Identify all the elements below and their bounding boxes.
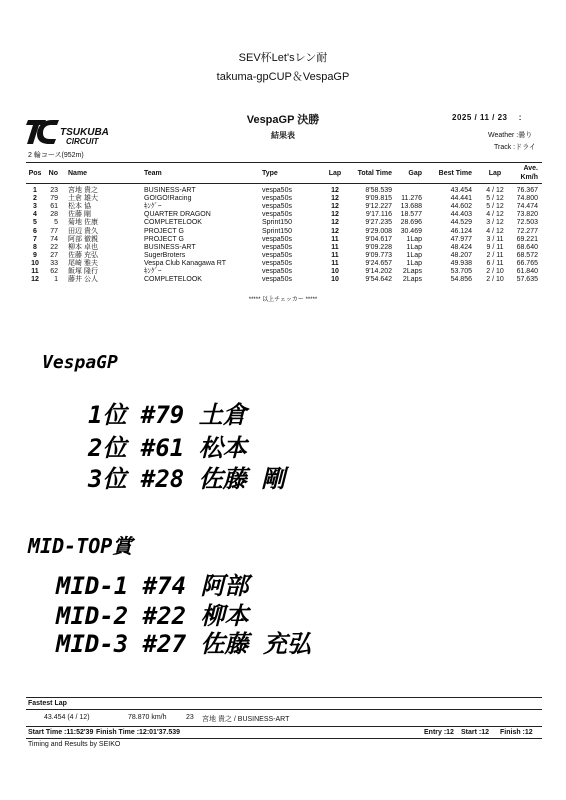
cell-pos: 1 [33, 187, 37, 194]
header-gap: Gap [408, 170, 422, 177]
cell-name: 佐藤 剛 [68, 211, 91, 219]
cell-lap: 11 [331, 259, 339, 267]
cell-total: 9'54.642 [365, 276, 392, 284]
table-row [0, 236, 566, 244]
cell-type: Sprint150 [262, 219, 292, 227]
cell-gap: 13.688 [400, 203, 422, 211]
cell-total: 9'14.202 [365, 268, 392, 275]
header-name: Name [68, 170, 88, 177]
cell-lap: 12 [331, 187, 339, 194]
timing-credit: Timing and Results by SEIKO [28, 741, 121, 748]
table-row [0, 187, 566, 195]
header-total-time: Total Time [357, 170, 392, 177]
cell-total: 9'24.657 [365, 259, 392, 267]
cell-pos: 11 [31, 268, 39, 275]
handwritten-title: VespaGP [42, 352, 118, 373]
cell-total: 9'29.008 [365, 227, 392, 235]
cell-total: 9'09.228 [365, 243, 392, 251]
cell-total: 9'27.235 [365, 219, 392, 227]
cell-team: ｷﾝｸﾞｰ [144, 203, 162, 211]
cell-team: Vespa Club Kanagawa RT [144, 259, 226, 267]
cell-lapat: 4 / 12 [486, 187, 504, 194]
cell-type: vespa50s [262, 235, 292, 243]
fastest-lap-number: 23 [186, 714, 194, 721]
cell-type: vespa50s [262, 203, 292, 211]
header-type: Type [262, 170, 278, 177]
cell-gap: 1Lap [406, 259, 422, 267]
course-label: 2 輪コース(952m) [28, 152, 84, 159]
cell-lap: 10 [331, 276, 339, 284]
finish-count: Finish :12 [500, 729, 533, 736]
cell-name: 飯塚 隆行 [68, 268, 98, 275]
cell-team: PROJECT G [144, 235, 184, 243]
cell-team: PROJECT G [144, 227, 184, 235]
table-row [0, 244, 566, 252]
cell-ave: 72.503 [516, 219, 538, 227]
cell-team: COMPLETELOOK [144, 219, 202, 227]
cell-best: 43.454 [450, 187, 472, 194]
cell-ave: 68.640 [516, 243, 538, 251]
cell-no: 79 [50, 195, 58, 203]
cell-lap: 10 [331, 268, 339, 275]
cell-pos: 6 [33, 227, 37, 235]
header-kmh: Km/h [520, 174, 538, 181]
event-subtitle: takuma-gpCUP＆VespaGP [216, 71, 350, 83]
cell-ave: 72.277 [516, 227, 538, 235]
cell-name: 柳本 卓也 [68, 243, 98, 251]
cell-lapat: 3 / 12 [486, 219, 504, 227]
cell-type: vespa50s [262, 251, 292, 259]
cell-lap: 11 [331, 243, 339, 251]
header-ave: Ave. [523, 165, 538, 172]
logo-line1: TSUKUBA [60, 127, 109, 138]
cell-no: 27 [50, 251, 58, 259]
cell-ave: 61.840 [516, 268, 538, 275]
cell-best: 48.424 [450, 243, 472, 251]
finish-time: Finish Time :12:01'37.539 [96, 729, 181, 736]
table-row [0, 228, 566, 236]
cell-no: 33 [50, 259, 58, 267]
table-row [0, 276, 566, 284]
cell-ave: 76.367 [516, 187, 538, 194]
header-best-time: Best Time [438, 170, 472, 177]
cell-total: 9'04.617 [365, 235, 392, 243]
cell-lapat: 4 / 12 [486, 211, 504, 219]
cell-type: vespa50s [262, 187, 292, 194]
cell-best: 44.529 [450, 219, 472, 227]
cell-lap: 11 [331, 235, 339, 243]
fastest-lap-rule [26, 709, 542, 710]
cell-ave: 74.800 [516, 195, 538, 203]
cell-best: 48.207 [450, 251, 472, 259]
cell-ave: 68.572 [516, 251, 538, 259]
times-bottom-rule [26, 738, 542, 739]
handwritten-result-2: 2位 #61 松本 [88, 434, 247, 462]
cell-team: COMPLETELOOK [144, 276, 202, 284]
track-condition: Track :ドライ [494, 144, 536, 151]
cell-best: 53.705 [450, 268, 472, 275]
cell-type: vespa50s [262, 268, 292, 275]
cell-pos: 10 [31, 259, 39, 267]
handwritten-result-1: 1位 #79 土倉 [88, 401, 247, 429]
start-time: Start Time :11:52'39 [28, 729, 94, 736]
cell-team: GO!GO!Racing [144, 195, 192, 203]
cell-team: BUSINESS-ART [144, 187, 196, 194]
checker-note: ***** 以上チェッカー ***** [248, 297, 318, 303]
cell-lap: 11 [331, 251, 339, 259]
cell-lap: 12 [331, 219, 339, 227]
table-row [0, 260, 566, 268]
cell-best: 49.938 [450, 259, 472, 267]
table-row [0, 203, 566, 211]
cell-pos: 4 [33, 211, 37, 219]
cell-type: vespa50s [262, 195, 292, 203]
cell-name: 菊地 佐康 [68, 219, 98, 227]
cell-gap: 18.577 [400, 211, 422, 219]
cell-lapat: 2 / 11 [486, 251, 504, 259]
header-pos: Pos [28, 170, 42, 177]
event-title: SEV杯Let'sレン耐 [238, 52, 328, 64]
cell-lap: 12 [331, 195, 339, 203]
cell-type: vespa50s [262, 243, 292, 251]
cell-name: 田辺 貴久 [68, 227, 98, 235]
header-team: Team [144, 170, 162, 177]
cell-best: 44.403 [450, 211, 472, 219]
cell-gap: 1Lap [406, 251, 422, 259]
cell-ave: 73.820 [516, 211, 538, 219]
cell-best: 54.856 [450, 276, 472, 284]
cell-total: 9'09.815 [365, 195, 392, 203]
start-count: Start :12 [461, 729, 490, 736]
cell-total: 8'58.539 [365, 187, 392, 194]
handwritten-result-3: 3位 #28 佐藤 剛 [88, 465, 286, 493]
cell-gap: 2Laps [402, 276, 422, 284]
cell-no: 61 [50, 203, 58, 211]
cell-type: vespa50s [262, 276, 292, 284]
cell-lapat: 9 / 11 [486, 243, 504, 251]
cell-total: 9'09.773 [365, 251, 392, 259]
cell-gap: 1Lap [406, 235, 422, 243]
cell-total: 9'17.116 [365, 211, 392, 219]
cell-pos: 12 [31, 276, 39, 284]
header-lap: Lap [328, 170, 342, 177]
cell-no: 62 [50, 268, 58, 275]
header-no: No [48, 170, 58, 177]
handwritten-mid-1: MID-1 #74 阿部 [56, 572, 249, 600]
cell-ave: 69.221 [516, 235, 538, 243]
fastest-lap-speed: 78.870 km/h [128, 714, 167, 721]
cell-name: 土倉 雄大 [68, 195, 98, 203]
cell-name: 阿部 徹親 [68, 235, 98, 243]
cell-lap: 12 [331, 211, 339, 219]
handwritten-mid-3: MID-3 #27 佐藤 充弘 [56, 630, 311, 658]
cell-name: 尾崎 雅夫 [68, 259, 98, 267]
cell-no: 74 [50, 235, 58, 243]
table-row [0, 195, 566, 203]
cell-lapat: 4 / 12 [486, 227, 504, 235]
cell-gap: 28.696 [400, 219, 422, 227]
cell-no: 22 [50, 243, 58, 251]
entry-count: Entry :12 [424, 729, 454, 736]
fastest-lap-driver: 宮地 貴之 / BUSINESS-ART [202, 716, 290, 723]
cell-gap: 30.469 [400, 227, 422, 235]
cell-lapat: 2 / 10 [486, 276, 504, 284]
cell-lapat: 5 / 12 [486, 203, 504, 211]
cell-no: 77 [50, 227, 58, 235]
cell-ave: 66.765 [516, 259, 538, 267]
cell-pos: 7 [33, 235, 37, 243]
cell-name: 宮地 貴之 [68, 187, 98, 194]
cell-team: BUSINESS-ART [144, 243, 196, 251]
table-header-rule [26, 183, 542, 184]
cell-no: 1 [54, 276, 58, 284]
cell-name: 松本 協 [68, 203, 91, 211]
cell-lapat: 5 / 12 [486, 195, 504, 203]
cell-pos: 2 [33, 195, 37, 203]
cell-best: 46.124 [450, 227, 472, 235]
cell-lapat: 2 / 10 [486, 268, 504, 275]
cell-team: ｷﾝｸﾞｰ [144, 268, 162, 275]
cell-lapat: 6 / 11 [486, 259, 504, 267]
footer-top-rule [26, 697, 542, 698]
cell-total: 9'12.227 [365, 203, 392, 211]
cell-lap: 12 [331, 227, 339, 235]
table-row [0, 219, 566, 227]
cell-gap: 11.276 [401, 195, 422, 203]
cell-lap: 12 [331, 203, 339, 211]
race-subtitle: 結果表 [271, 131, 295, 140]
cell-no: 28 [50, 211, 58, 219]
table-row [0, 268, 566, 276]
fastest-lap-time: 43.454 (4 / 12) [44, 714, 90, 721]
logo-line2: CIRCUIT [66, 137, 99, 146]
cell-pos: 3 [33, 203, 37, 211]
cell-gap: 1Lap [406, 243, 422, 251]
cell-team: SugerBroters [144, 251, 186, 259]
race-date: 2025 / 11 / 23 : [452, 113, 522, 122]
cell-type: vespa50s [262, 259, 292, 267]
cell-type: vespa50s [262, 211, 292, 219]
fastest-lap-label: Fastest Lap [28, 700, 67, 707]
table-top-rule [26, 162, 542, 163]
cell-ave: 57.635 [516, 276, 538, 284]
cell-ave: 74.474 [516, 203, 538, 211]
cell-best: 44.602 [450, 203, 472, 211]
cell-best: 44.441 [450, 195, 472, 203]
cell-pos: 8 [33, 243, 37, 251]
header-best-lap: Lap [488, 170, 502, 177]
handwritten-mid-title: MID-TOP賞 [28, 534, 133, 558]
cell-pos: 5 [33, 219, 37, 227]
times-top-rule [26, 726, 542, 727]
cell-name: 佐藤 充弘 [68, 251, 98, 259]
cell-no: 23 [50, 187, 58, 194]
table-header [0, 165, 566, 181]
cell-name: 藤井 公人 [68, 276, 98, 284]
handwritten-mid-2: MID-2 #22 柳本 [56, 602, 249, 630]
cell-best: 47.977 [450, 235, 472, 243]
race-title: VespaGP 決勝 [246, 114, 320, 126]
cell-no: 5 [54, 219, 58, 227]
cell-pos: 9 [33, 251, 37, 259]
cell-type: Sprint150 [262, 227, 292, 235]
cell-gap: 2Laps [402, 268, 422, 275]
cell-team: QUARTER DRAGON [144, 211, 211, 219]
cell-lapat: 3 / 11 [486, 235, 504, 243]
table-row [0, 252, 566, 260]
weather-label: Weather :曇り [488, 132, 533, 139]
